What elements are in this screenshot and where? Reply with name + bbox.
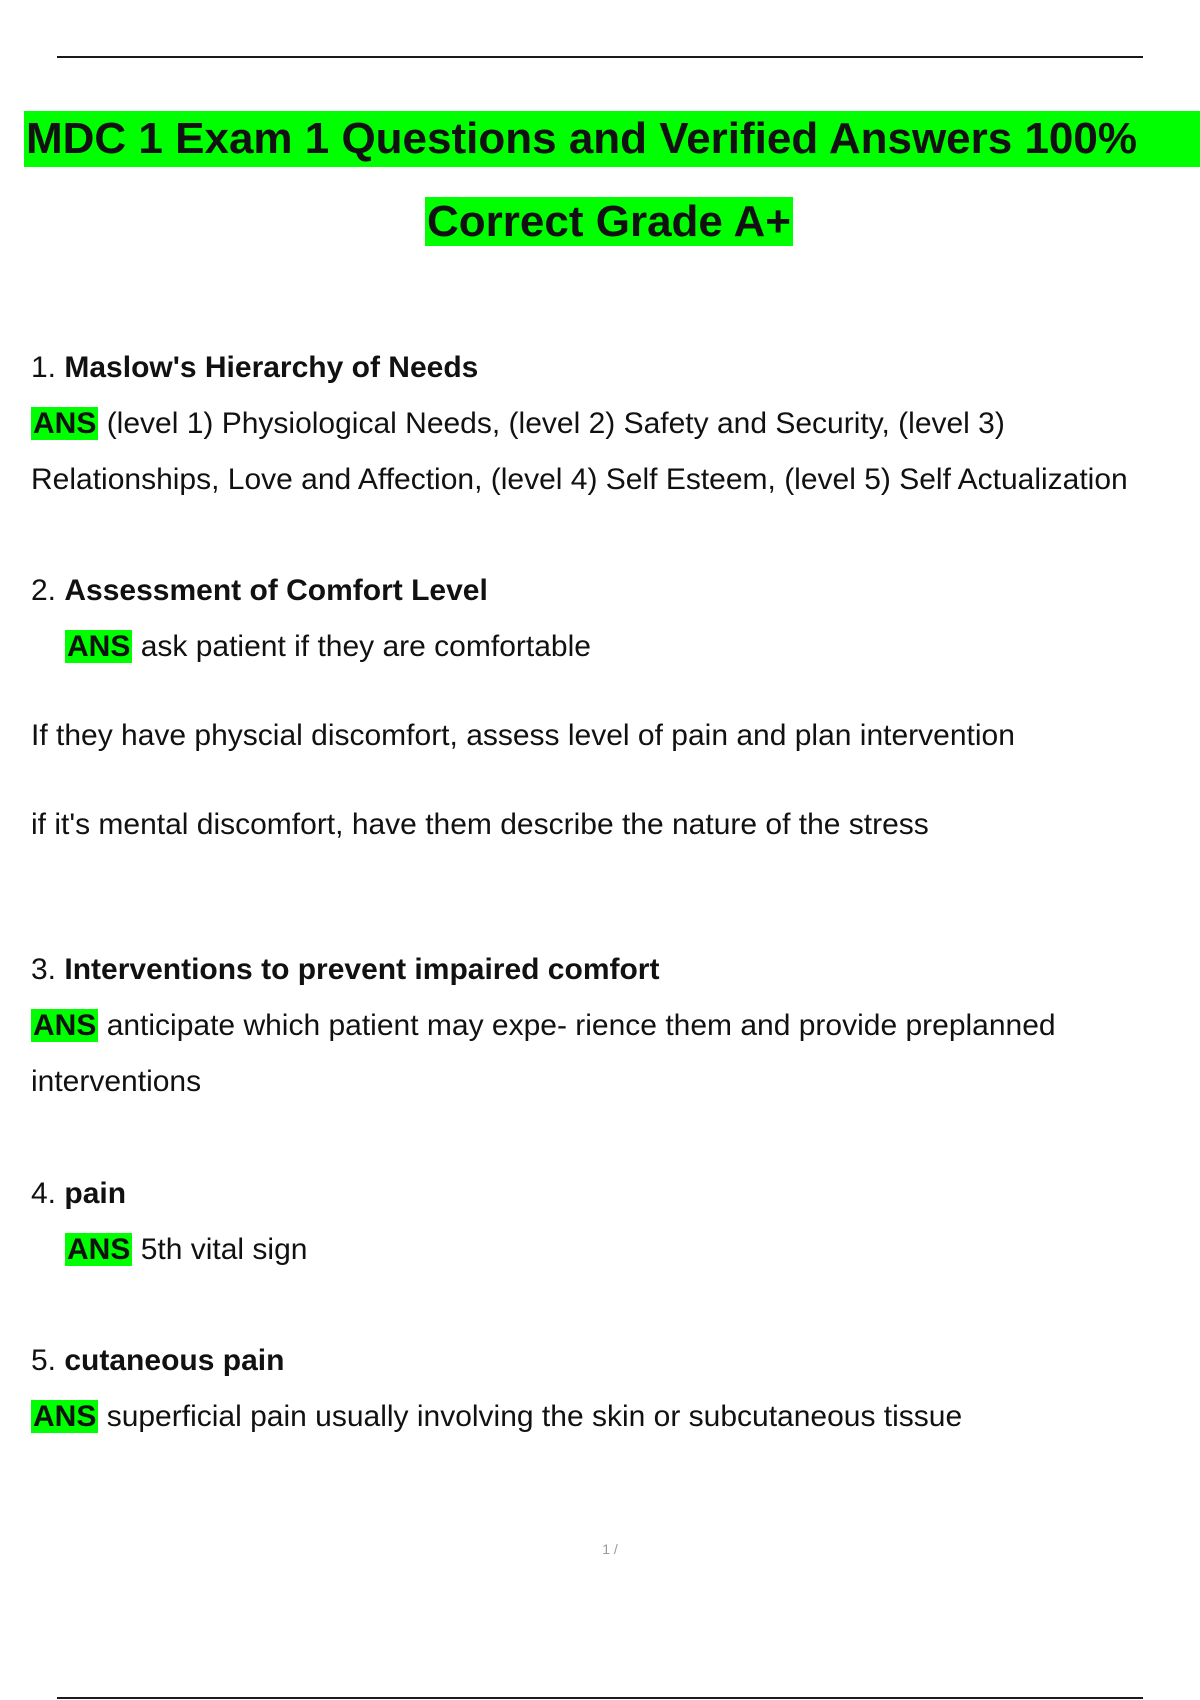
top-rule bbox=[57, 56, 1143, 58]
ans-label: ANS bbox=[33, 1009, 97, 1042]
question-number: 5. bbox=[31, 1344, 57, 1377]
question-1-heading bbox=[31, 348, 478, 388]
answer-text: anticipate which patient may expe- rience them and provide preplanned bbox=[106, 1009, 1056, 1042]
question-4-heading bbox=[31, 1174, 126, 1214]
question-title: Assessment of Comfort Level bbox=[64, 574, 488, 607]
question-1-answer-line-2 bbox=[31, 460, 1128, 500]
answer-text: if it's mental discomfort, have them describe the nature of the stress bbox=[31, 808, 929, 841]
question-5-heading bbox=[31, 1341, 284, 1381]
question-3-answer-line-2 bbox=[31, 1062, 201, 1102]
question-number: 1. bbox=[31, 351, 57, 384]
question-1-answer-line-1 bbox=[31, 404, 1005, 444]
answer-text: Relationships, Love and Affection, (level 4) Self Esteem, (level 5) Self Actualization bbox=[31, 463, 1128, 496]
question-5-answer-line-1 bbox=[31, 1397, 962, 1437]
question-number: 3. bbox=[31, 953, 57, 986]
ans-label: ANS bbox=[67, 1233, 131, 1266]
answer-text: interventions bbox=[31, 1065, 202, 1098]
ans-label: ANS bbox=[67, 630, 131, 663]
document-title-line-1: MDC 1 Exam 1 Questions and Verified Answers 100% bbox=[24, 111, 1200, 167]
question-number: 2. bbox=[31, 574, 57, 607]
question-title: cutaneous pain bbox=[64, 1344, 285, 1377]
answer-text: ask patient if they are comfortable bbox=[140, 630, 591, 663]
ans-label: ANS bbox=[33, 407, 97, 440]
question-4-answer-line-1 bbox=[65, 1230, 307, 1270]
question-number: 4. bbox=[31, 1177, 57, 1210]
question-2-answer-line-2 bbox=[31, 716, 1015, 756]
question-title: Maslow's Hierarchy of Needs bbox=[64, 351, 479, 384]
answer-text: If they have physcial discomfort, assess level of pain and plan intervention bbox=[31, 719, 1015, 752]
answer-text: superficial pain usually involving the skin or subcutaneous tissue bbox=[106, 1400, 963, 1433]
question-title: pain bbox=[64, 1177, 127, 1210]
question-2-heading bbox=[31, 571, 488, 611]
question-title: Interventions to prevent impaired comfort bbox=[64, 953, 660, 986]
question-3-answer-line-1 bbox=[31, 1006, 1056, 1046]
bottom-rule bbox=[57, 1697, 1143, 1699]
ans-label: ANS bbox=[33, 1400, 97, 1433]
page-number: 1 / bbox=[602, 1541, 618, 1557]
question-2-answer-line-3 bbox=[31, 805, 929, 845]
question-2-answer-line-1 bbox=[65, 627, 591, 667]
document-title-line-2: Correct Grade A+ bbox=[427, 197, 791, 246]
answer-text: 5th vital sign bbox=[140, 1233, 308, 1266]
question-3-heading bbox=[31, 950, 659, 990]
answer-text: (level 1) Physiological Needs, (level 2) Safety and Security, (level 3) bbox=[106, 407, 1005, 440]
